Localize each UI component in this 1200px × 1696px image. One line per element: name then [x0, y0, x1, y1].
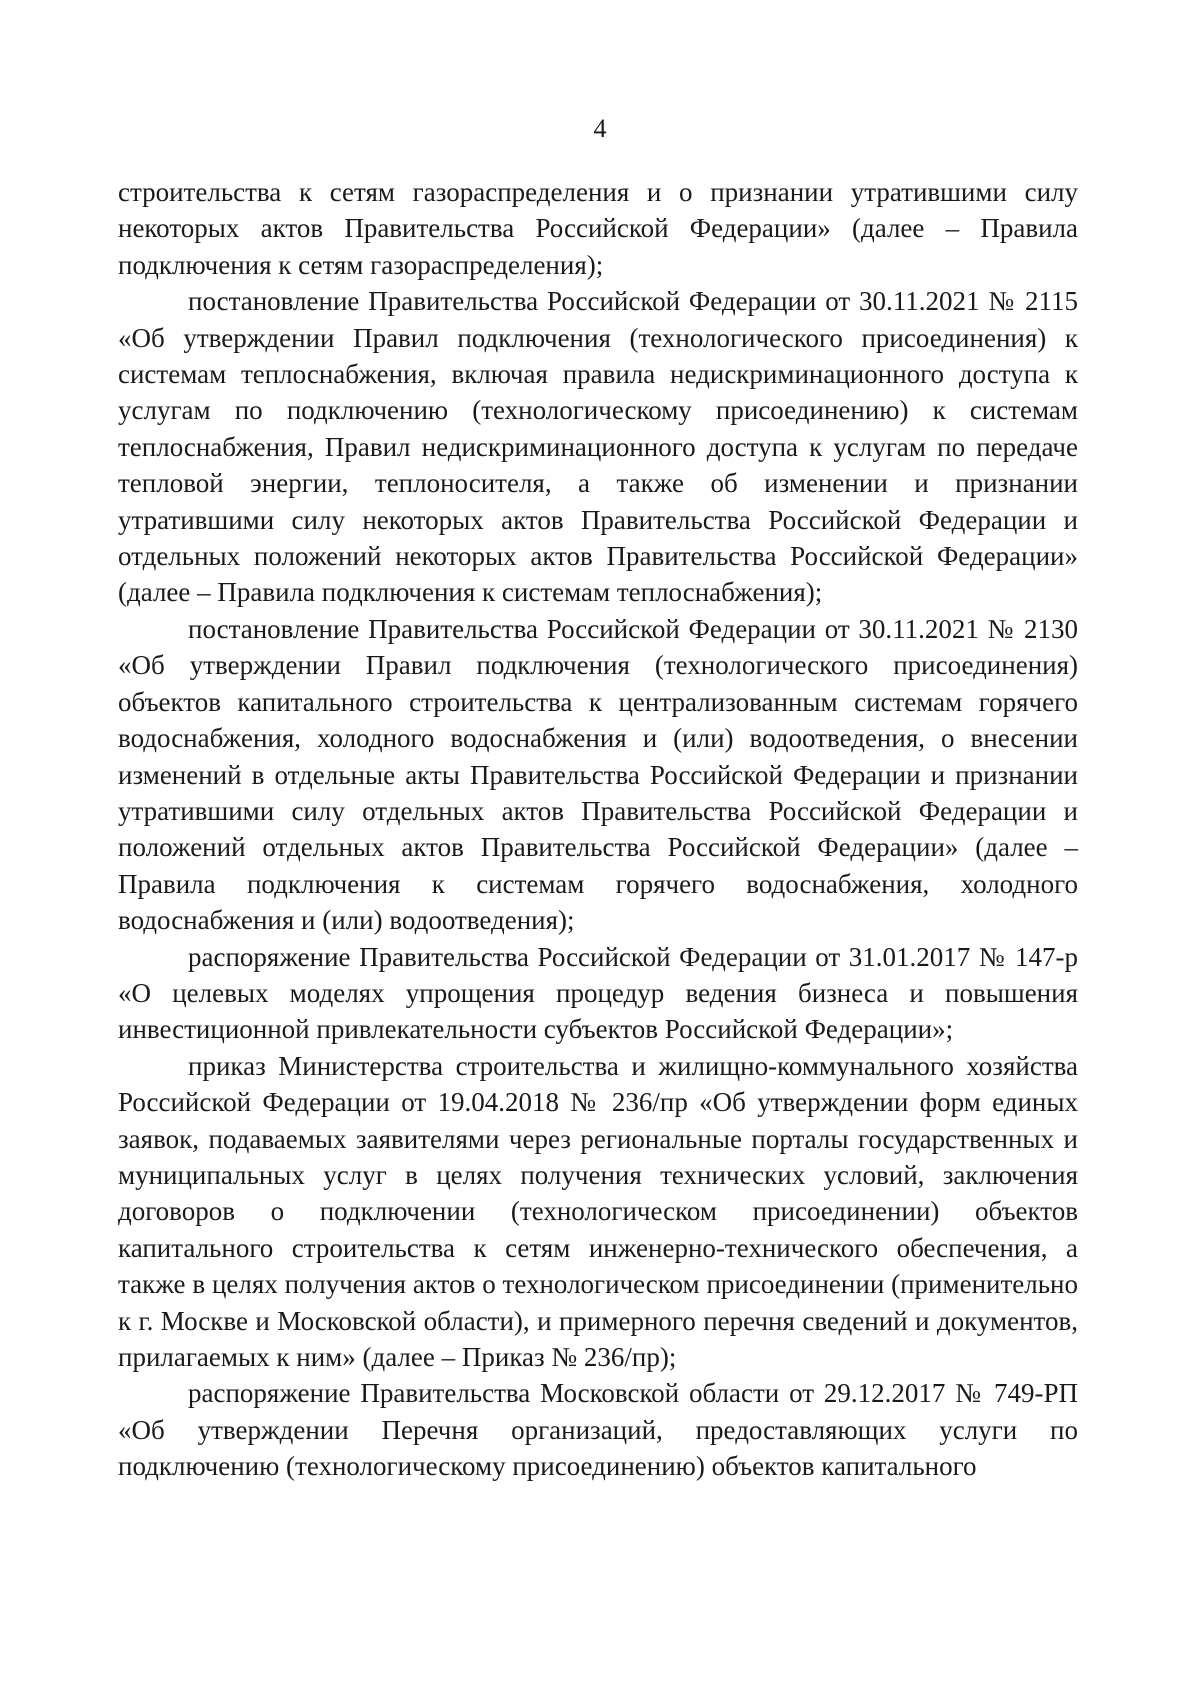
- paragraph-resolution-2115: постановление Правительства Российской Федерации от 30.11.2021 № 2115 «Об утверждении Правил подключения (технологического присоединения) к системам теплоснабжения, включая правила недискриминационного доступа к услугам по подключению (технологическому присоединению) к системам теплоснабжения, Правил недискриминационного доступа к услугам по передаче тепловой энергии, теплоносителя, а также об изменении и признании утратившими силу некоторых актов Правительства Российской Федерации и отдельных положений некоторых актов Правительства Российской Федерации» (далее – Правила подключения к системам теплоснабжения);: [118, 286, 1078, 608]
- document-body: [118, 174, 1078, 1485]
- paragraph-ministry-order-236: приказ Министерства строительства и жилищно-коммунального хозяйства Российской Федерации от 19.04.2018 № 236/пр «Об утверждении форм единых заявок, подаваемых заявителями через региональные порталы государственных и муниципальных услуг в целях получения технических условий, заключения договоров о подключении (технологическом присоединении) объектов капитального строительства к сетям инженерно-технического обеспечения, а также в целях получения актов о технологическом присоединении (применительно к г. Москве и Московской области), и примерного перечня сведений и документов, прилагаемых к ним» (далее – Приказ № 236/пр);: [118, 1050, 1078, 1372]
- paragraph-continued-gas-rules: строительства к сетям газораспределения и о признании утратившими силу некоторых актов Правительства Российской Федерации» (далее – Правила подключения к сетям газораспределения);: [118, 177, 1078, 280]
- paragraph-order-147-r: распоряжение Правительства Российской Федерации от 31.01.2017 № 147-р «О целевых моделях упрощения процедур ведения бизнеса и повышения инвестиционной привлекательности субъектов Российской Федерации»;: [118, 941, 1078, 1045]
- paragraph-order-749-rp: распоряжение Правительства Московской области от 29.12.2017 № 749-РП «Об утверждении Перечня организаций, предоставляющих услуги по подключению (технологическому присоединению) объектов капитального: [118, 1378, 1078, 1482]
- page-number: 4: [593, 114, 607, 143]
- paragraph-resolution-2130: постановление Правительства Российской Федерации от 30.11.2021 № 2130 «Об утверждении Правил подключения (технологического присоединения) объектов капитального строительства к централизованным системам горячего водоснабжения, холодного водоснабжения и (или) водоотведения, о внесении изменений в отдельные акты Правительства Российской Федерации и признании утратившими силу отдельных актов Правительства Российской Федерации и положений отдельных актов Правительства Российской Федерации» (далее – Правила подключения к системам горячего водоснабжения, холодного водоснабжения и (или) водоотведения);: [118, 613, 1078, 936]
